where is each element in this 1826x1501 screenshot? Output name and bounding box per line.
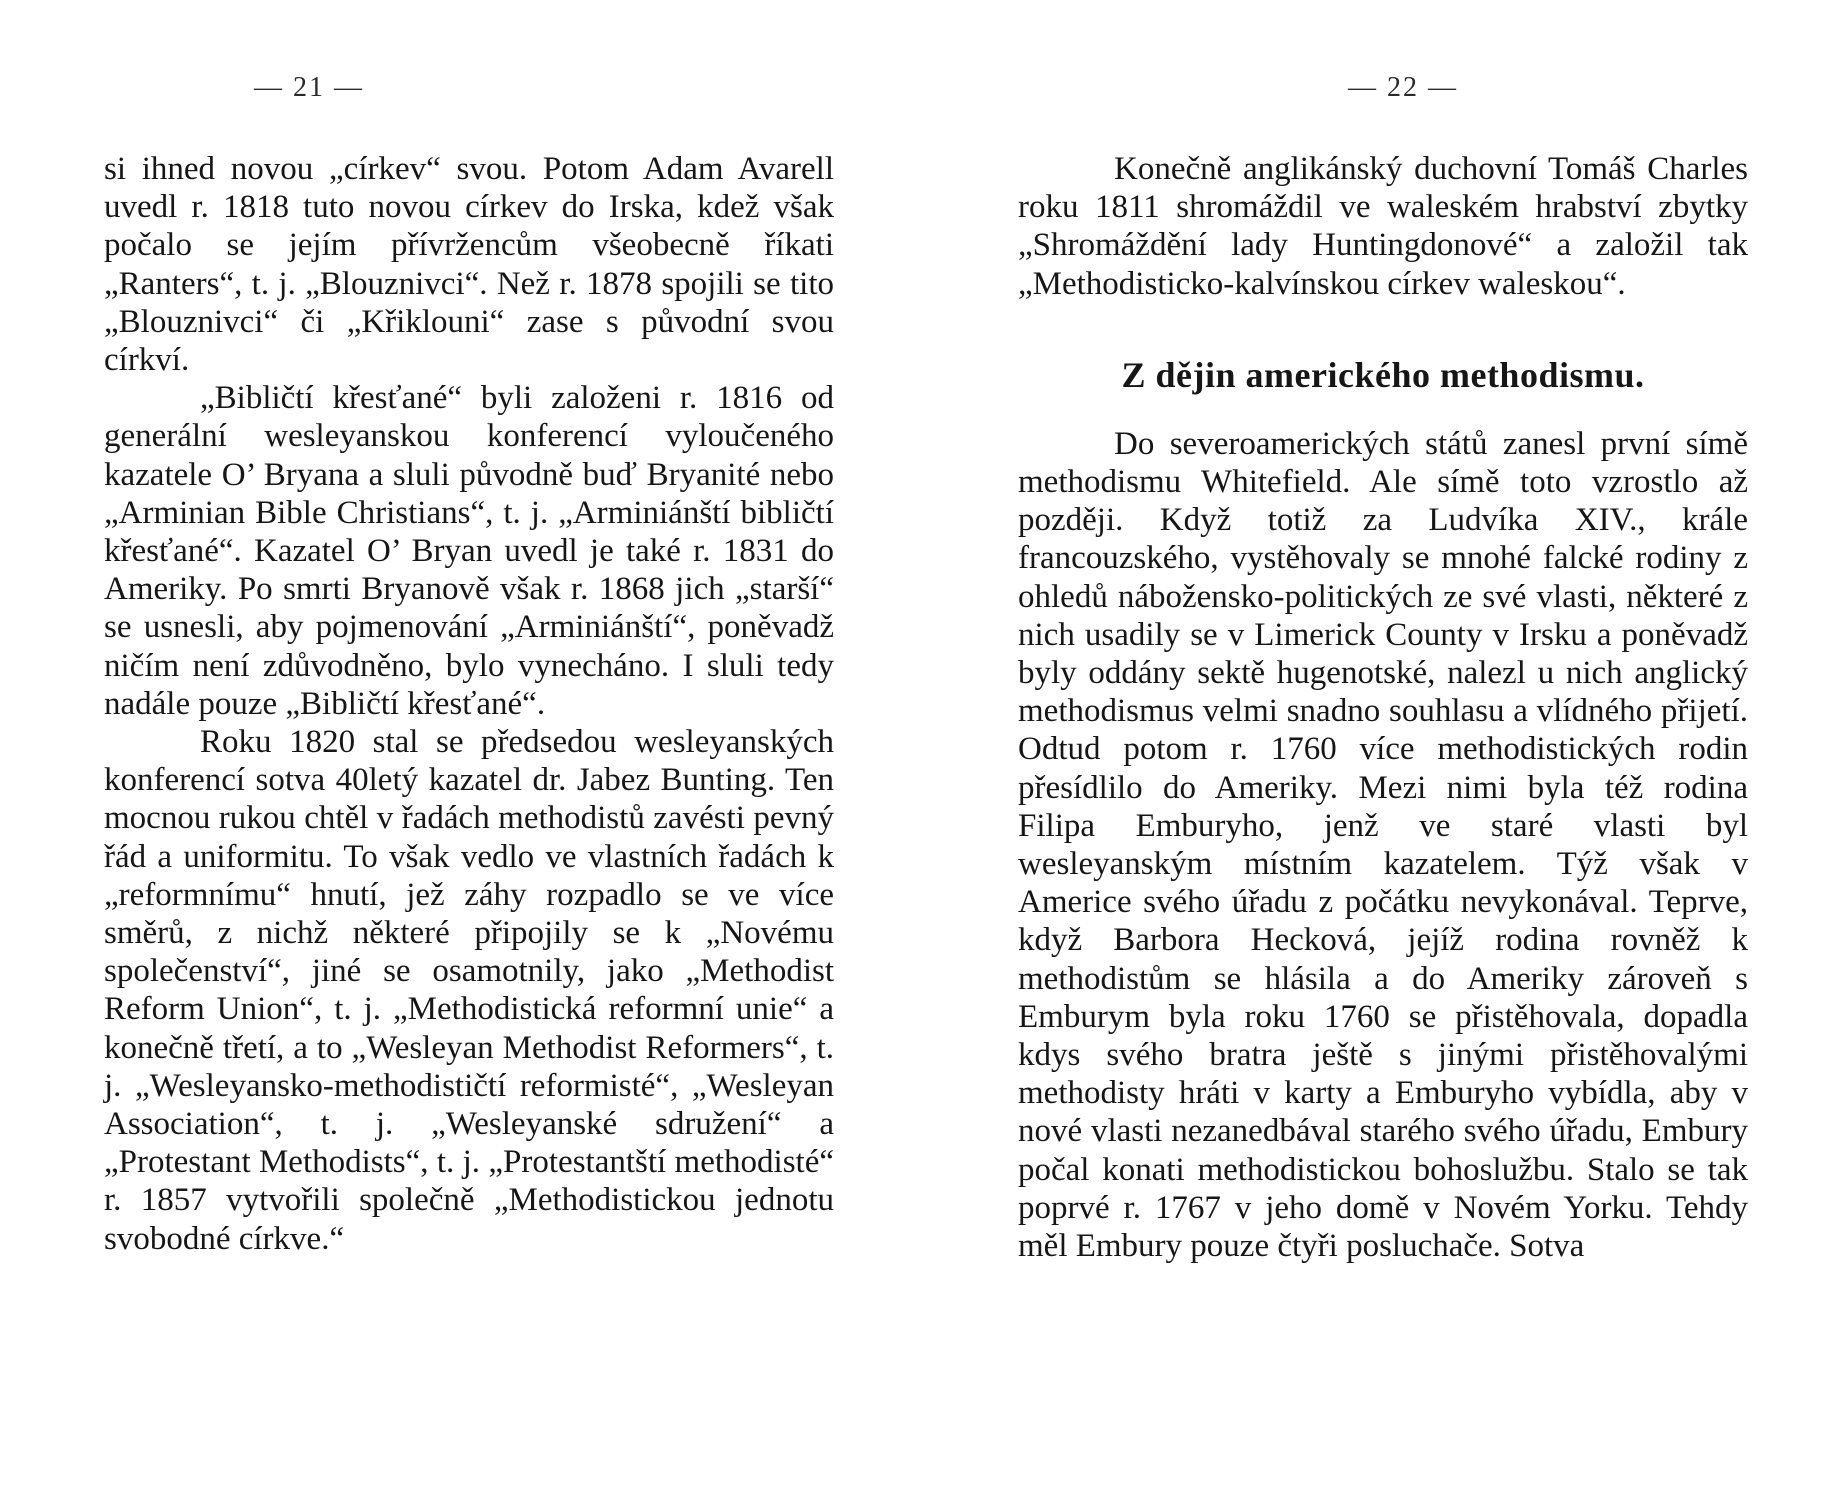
paragraph: Do severoamerických států zanesl první símě methodismu Whitefield. Ale símě toto vzrostlo až později. Když totiž za Ludvíka XIV., krále francouzského, vystěhovaly se mnohé falcké rodiny z ohledů nábožensko-politických ze své vlasti, některé z nich usadily se v Limerick County v Irsku a poněvadž byly oddány sektě hugenotské, nalezl u nich anglický methodismus velmi snadno souhlasu a vlídného přijetí. Odtud potom r. 1760 více methodistických rodin přesídlilo do Ameriky. Mezi nimi byla též rodina Filipa Emburyho, jenž ve staré vlasti byl wesleyanským místním kazatelem. Týž však v Americe svého úřadu z počátku nevykonával. Teprve, když Barbora Hecková, jejíž rodina rovněž k methodistům se hlásila a do Ameriky zároveň s Emburym byla roku 1760 se přistěhovala, dopadla kdys svého bratra ještě s jinými přistěhovalými methodisty hráti v karty a Emburyho vybídla, aby v nové vlasti nezanedbával starého svého úřadu, Embury počal konati methodistickou bohoslužbu. Stalo se tak poprvé r. 1767 v jeho domě v Novém Yorku. Tehdy měl Embury pouze čtyři posluchače. Sotva	[1018, 425, 1748, 1265]
paragraph: Konečně anglikánský duchovní Tomáš Charles roku 1811 shromáždil ve waleském hrabství zbytky „Shromáždění lady Huntingdonové“ a založil tak „Methodisticko-kalvínskou církev waleskou“.	[1018, 151, 1748, 302]
right-page	[1018, 0, 1748, 1501]
paragraph: Roku 1820 stal se předsedou wesleyanských konferencí sotva 40letý kazatel dr. Jabez Bunting. Ten mocnou rukou chtěl v řadách methodistů zavésti pevný řád a uniformitu. To však vedlo ve vlastních řadách k „reformnímu“ hnutí, jež záhy rozpadlo se ve více směrů, z nichž některé připojily se k „Novému společenství“, jiné se osamotnily, jako „Methodist Reform Union“, t. j. „Methodistická reformní unie“ a konečně třetí, a to „Wesleyan Methodist Reformers“, t. j. „Wesleyansko-methodističtí reformisté“, „Wesleyan Association“, t. j. „Wesleyanské sdružení“ a „Protestant Methodists“, t. j. „Protestantští methodisté“ r. 1857 vytvořili společně „Methodistickou jednotu svobodné církve.“	[104, 724, 834, 1257]
page-number: — 22 —	[1348, 72, 1458, 103]
page-number: — 21 —	[254, 72, 364, 103]
section-heading: Z dějin amerického methodismu.	[1121, 354, 1645, 395]
left-page	[104, 0, 834, 1501]
left-text-block	[104, 150, 834, 1258]
paragraph: si ihned novou „církev“ svou. Potom Adam Avarell uvedl r. 1818 tuto novou církev do Irska, kdež však počalo se jejím přívržencům všeobecně říkati „Ranters“, t. j. „Blouznivci“. Než r. 1878 spojili se tito „Blouznivci“ či „Křiklouni“ zase s původní svou církví.	[104, 151, 834, 379]
paragraph: „Bibličtí křesťané“ byli založeni r. 1816 od generální wesleyanskou konferencí vyloučeného kazatele O’ Bryana a sluli původně buď Bryanité nebo „Arminian Bible Christians“, t. j. „Arminiánští bibličtí křesťané“. Kazatel O’ Bryan uvedl je také r. 1831 do Ameriky. Po smrti Bryanově však r. 1868 jich „starší“ se usnesli, aby pojmenování „Arminiánští“, poněvadž ničím není zdůvodněno, bylo vynecháno. I sluli tedy nadále pouze „Bibličtí křesťané“.	[104, 380, 834, 722]
right-text-block	[1018, 150, 1748, 1265]
